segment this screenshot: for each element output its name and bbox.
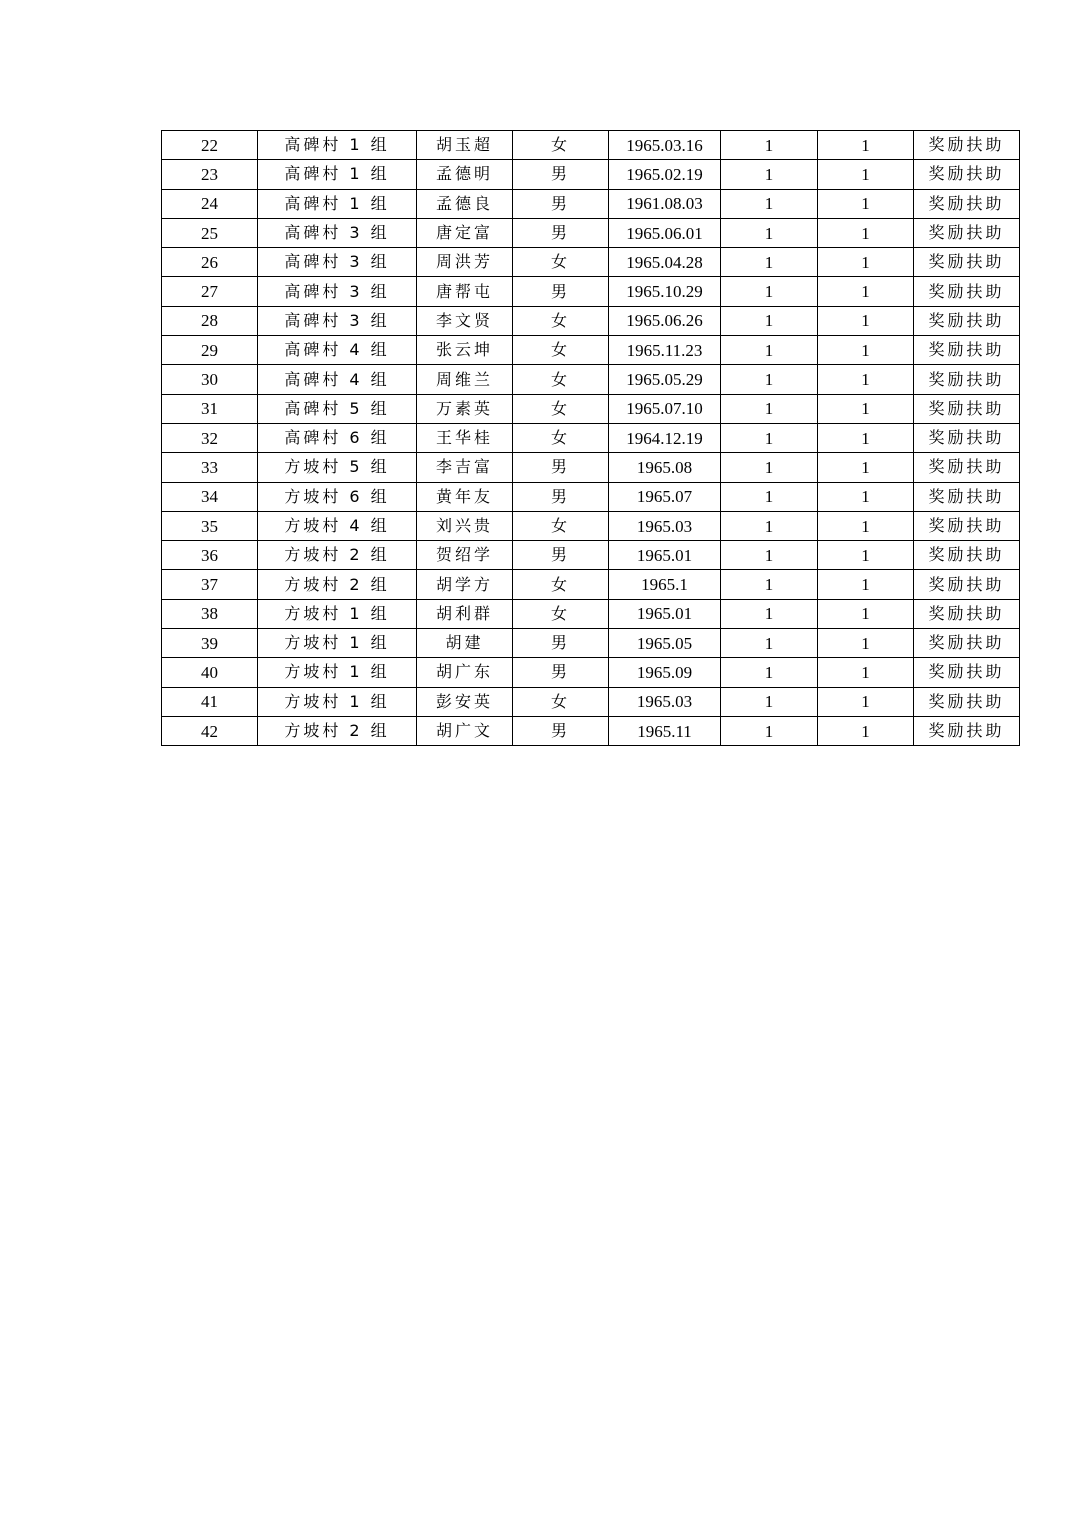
cell-village-group: 方坡村 2 组 bbox=[258, 541, 417, 570]
cell-name: 周洪芳 bbox=[417, 248, 513, 277]
cell-support-type: 奖励扶助 bbox=[914, 658, 1020, 687]
cell-count-a: 1 bbox=[721, 716, 818, 745]
cell-count-a: 1 bbox=[721, 336, 818, 365]
table-row bbox=[162, 716, 1020, 745]
table-row bbox=[162, 570, 1020, 599]
table-row bbox=[162, 218, 1020, 247]
cell-name: 孟德明 bbox=[417, 160, 513, 189]
cell-village-group: 高碑村 1 组 bbox=[258, 189, 417, 218]
cell-village-group: 高碑村 3 组 bbox=[258, 277, 417, 306]
cell-count-a: 1 bbox=[721, 306, 818, 335]
cell-count-a: 1 bbox=[721, 277, 818, 306]
cell-village-group: 高碑村 3 组 bbox=[258, 306, 417, 335]
cell-number: 30 bbox=[162, 365, 258, 394]
cell-birth-date: 1965.01 bbox=[609, 599, 721, 628]
cell-count-b: 1 bbox=[818, 482, 914, 511]
cell-village-group: 方坡村 1 组 bbox=[258, 658, 417, 687]
cell-name: 胡玉超 bbox=[417, 131, 513, 160]
table-row bbox=[162, 394, 1020, 423]
cell-birth-date: 1965.09 bbox=[609, 658, 721, 687]
cell-birth-date: 1965.1 bbox=[609, 570, 721, 599]
cell-birth-date: 1965.04.28 bbox=[609, 248, 721, 277]
cell-count-a: 1 bbox=[721, 218, 818, 247]
cell-count-a: 1 bbox=[721, 629, 818, 658]
cell-birth-date: 1965.03.16 bbox=[609, 131, 721, 160]
cell-gender: 女 bbox=[513, 570, 609, 599]
table-row bbox=[162, 423, 1020, 452]
cell-village-group: 高碑村 4 组 bbox=[258, 365, 417, 394]
cell-birth-date: 1965.07.10 bbox=[609, 394, 721, 423]
cell-support-type: 奖励扶助 bbox=[914, 248, 1020, 277]
cell-village-group: 高碑村 1 组 bbox=[258, 160, 417, 189]
cell-village-group: 方坡村 1 组 bbox=[258, 687, 417, 716]
cell-name: 胡广文 bbox=[417, 716, 513, 745]
cell-name: 胡学方 bbox=[417, 570, 513, 599]
cell-support-type: 奖励扶助 bbox=[914, 599, 1020, 628]
table-body bbox=[162, 131, 1020, 746]
cell-count-a: 1 bbox=[721, 131, 818, 160]
cell-gender: 女 bbox=[513, 423, 609, 452]
cell-gender: 女 bbox=[513, 687, 609, 716]
cell-birth-date: 1961.08.03 bbox=[609, 189, 721, 218]
cell-name: 王华桂 bbox=[417, 423, 513, 452]
cell-name: 唐帮屯 bbox=[417, 277, 513, 306]
table-row bbox=[162, 306, 1020, 335]
cell-village-group: 方坡村 4 组 bbox=[258, 511, 417, 540]
cell-gender: 男 bbox=[513, 482, 609, 511]
cell-village-group: 高碑村 4 组 bbox=[258, 336, 417, 365]
cell-count-b: 1 bbox=[818, 394, 914, 423]
cell-count-b: 1 bbox=[818, 423, 914, 452]
cell-number: 36 bbox=[162, 541, 258, 570]
cell-count-b: 1 bbox=[818, 160, 914, 189]
cell-count-a: 1 bbox=[721, 511, 818, 540]
cell-count-b: 1 bbox=[818, 277, 914, 306]
cell-support-type: 奖励扶助 bbox=[914, 716, 1020, 745]
cell-number: 33 bbox=[162, 453, 258, 482]
cell-support-type: 奖励扶助 bbox=[914, 570, 1020, 599]
cell-name: 彭安英 bbox=[417, 687, 513, 716]
cell-count-b: 1 bbox=[818, 131, 914, 160]
cell-number: 24 bbox=[162, 189, 258, 218]
cell-number: 23 bbox=[162, 160, 258, 189]
cell-count-b: 1 bbox=[818, 365, 914, 394]
cell-name: 唐定富 bbox=[417, 218, 513, 247]
cell-birth-date: 1965.11.23 bbox=[609, 336, 721, 365]
cell-name: 贺绍学 bbox=[417, 541, 513, 570]
cell-birth-date: 1965.01 bbox=[609, 541, 721, 570]
cell-count-b: 1 bbox=[818, 541, 914, 570]
cell-village-group: 方坡村 1 组 bbox=[258, 599, 417, 628]
cell-count-b: 1 bbox=[818, 511, 914, 540]
cell-support-type: 奖励扶助 bbox=[914, 453, 1020, 482]
cell-count-b: 1 bbox=[818, 687, 914, 716]
cell-number: 25 bbox=[162, 218, 258, 247]
cell-gender: 男 bbox=[513, 629, 609, 658]
cell-count-a: 1 bbox=[721, 482, 818, 511]
beneficiary-table bbox=[161, 130, 1020, 746]
cell-support-type: 奖励扶助 bbox=[914, 541, 1020, 570]
cell-gender: 男 bbox=[513, 541, 609, 570]
table-row bbox=[162, 629, 1020, 658]
cell-count-b: 1 bbox=[818, 599, 914, 628]
cell-support-type: 奖励扶助 bbox=[914, 160, 1020, 189]
cell-count-a: 1 bbox=[721, 394, 818, 423]
cell-name: 黄年友 bbox=[417, 482, 513, 511]
table-row bbox=[162, 453, 1020, 482]
cell-gender: 女 bbox=[513, 306, 609, 335]
cell-support-type: 奖励扶助 bbox=[914, 687, 1020, 716]
cell-support-type: 奖励扶助 bbox=[914, 365, 1020, 394]
cell-village-group: 方坡村 2 组 bbox=[258, 716, 417, 745]
cell-birth-date: 1965.02.19 bbox=[609, 160, 721, 189]
cell-count-b: 1 bbox=[818, 306, 914, 335]
cell-birth-date: 1965.06.26 bbox=[609, 306, 721, 335]
cell-gender: 男 bbox=[513, 453, 609, 482]
cell-number: 35 bbox=[162, 511, 258, 540]
table-row bbox=[162, 277, 1020, 306]
cell-village-group: 方坡村 1 组 bbox=[258, 629, 417, 658]
cell-birth-date: 1965.05 bbox=[609, 629, 721, 658]
cell-gender: 女 bbox=[513, 365, 609, 394]
cell-support-type: 奖励扶助 bbox=[914, 218, 1020, 247]
cell-village-group: 高碑村 5 组 bbox=[258, 394, 417, 423]
cell-count-b: 1 bbox=[818, 570, 914, 599]
cell-name: 胡建 bbox=[417, 629, 513, 658]
cell-birth-date: 1965.03 bbox=[609, 687, 721, 716]
cell-number: 22 bbox=[162, 131, 258, 160]
cell-gender: 女 bbox=[513, 131, 609, 160]
cell-gender: 男 bbox=[513, 218, 609, 247]
table-row bbox=[162, 160, 1020, 189]
cell-name: 周维兰 bbox=[417, 365, 513, 394]
cell-name: 胡利群 bbox=[417, 599, 513, 628]
cell-number: 31 bbox=[162, 394, 258, 423]
cell-count-b: 1 bbox=[818, 716, 914, 745]
cell-village-group: 高碑村 3 组 bbox=[258, 218, 417, 247]
cell-gender: 男 bbox=[513, 716, 609, 745]
cell-birth-date: 1965.11 bbox=[609, 716, 721, 745]
cell-count-a: 1 bbox=[721, 570, 818, 599]
cell-count-a: 1 bbox=[721, 248, 818, 277]
cell-village-group: 高碑村 3 组 bbox=[258, 248, 417, 277]
cell-number: 40 bbox=[162, 658, 258, 687]
cell-name: 刘兴贵 bbox=[417, 511, 513, 540]
table-row bbox=[162, 658, 1020, 687]
cell-gender: 女 bbox=[513, 394, 609, 423]
cell-count-a: 1 bbox=[721, 599, 818, 628]
cell-birth-date: 1965.07 bbox=[609, 482, 721, 511]
cell-village-group: 方坡村 5 组 bbox=[258, 453, 417, 482]
cell-count-a: 1 bbox=[721, 541, 818, 570]
table-row bbox=[162, 687, 1020, 716]
table-row bbox=[162, 189, 1020, 218]
cell-name: 胡广东 bbox=[417, 658, 513, 687]
cell-count-a: 1 bbox=[721, 423, 818, 452]
cell-village-group: 高碑村 1 组 bbox=[258, 131, 417, 160]
cell-count-a: 1 bbox=[721, 365, 818, 394]
cell-number: 42 bbox=[162, 716, 258, 745]
cell-support-type: 奖励扶助 bbox=[914, 423, 1020, 452]
cell-support-type: 奖励扶助 bbox=[914, 394, 1020, 423]
cell-gender: 女 bbox=[513, 599, 609, 628]
cell-gender: 女 bbox=[513, 336, 609, 365]
cell-birth-date: 1965.08 bbox=[609, 453, 721, 482]
cell-name: 李文贤 bbox=[417, 306, 513, 335]
cell-number: 29 bbox=[162, 336, 258, 365]
cell-village-group: 高碑村 6 组 bbox=[258, 423, 417, 452]
cell-birth-date: 1965.03 bbox=[609, 511, 721, 540]
cell-name: 李吉富 bbox=[417, 453, 513, 482]
table-row bbox=[162, 482, 1020, 511]
cell-number: 32 bbox=[162, 423, 258, 452]
cell-support-type: 奖励扶助 bbox=[914, 482, 1020, 511]
cell-gender: 男 bbox=[513, 189, 609, 218]
cell-count-b: 1 bbox=[818, 629, 914, 658]
cell-number: 26 bbox=[162, 248, 258, 277]
cell-support-type: 奖励扶助 bbox=[914, 189, 1020, 218]
cell-count-b: 1 bbox=[818, 218, 914, 247]
cell-count-b: 1 bbox=[818, 248, 914, 277]
cell-support-type: 奖励扶助 bbox=[914, 511, 1020, 540]
table-row bbox=[162, 131, 1020, 160]
cell-support-type: 奖励扶助 bbox=[914, 131, 1020, 160]
cell-village-group: 方坡村 6 组 bbox=[258, 482, 417, 511]
cell-birth-date: 1964.12.19 bbox=[609, 423, 721, 452]
cell-count-a: 1 bbox=[721, 160, 818, 189]
cell-count-a: 1 bbox=[721, 658, 818, 687]
cell-support-type: 奖励扶助 bbox=[914, 336, 1020, 365]
cell-gender: 女 bbox=[513, 511, 609, 540]
table-row bbox=[162, 336, 1020, 365]
cell-count-b: 1 bbox=[818, 336, 914, 365]
cell-village-group: 方坡村 2 组 bbox=[258, 570, 417, 599]
cell-number: 38 bbox=[162, 599, 258, 628]
cell-count-b: 1 bbox=[818, 453, 914, 482]
cell-birth-date: 1965.06.01 bbox=[609, 218, 721, 247]
cell-support-type: 奖励扶助 bbox=[914, 277, 1020, 306]
cell-name: 张云坤 bbox=[417, 336, 513, 365]
cell-number: 39 bbox=[162, 629, 258, 658]
cell-number: 37 bbox=[162, 570, 258, 599]
document-page bbox=[161, 130, 1020, 746]
table-row bbox=[162, 511, 1020, 540]
cell-name: 孟德良 bbox=[417, 189, 513, 218]
cell-support-type: 奖励扶助 bbox=[914, 629, 1020, 658]
table-row bbox=[162, 541, 1020, 570]
cell-number: 28 bbox=[162, 306, 258, 335]
cell-gender: 男 bbox=[513, 277, 609, 306]
cell-count-a: 1 bbox=[721, 687, 818, 716]
cell-gender: 男 bbox=[513, 658, 609, 687]
cell-number: 41 bbox=[162, 687, 258, 716]
cell-count-a: 1 bbox=[721, 453, 818, 482]
cell-birth-date: 1965.10.29 bbox=[609, 277, 721, 306]
cell-gender: 女 bbox=[513, 248, 609, 277]
cell-support-type: 奖励扶助 bbox=[914, 306, 1020, 335]
cell-count-b: 1 bbox=[818, 658, 914, 687]
cell-birth-date: 1965.05.29 bbox=[609, 365, 721, 394]
cell-number: 27 bbox=[162, 277, 258, 306]
cell-number: 34 bbox=[162, 482, 258, 511]
cell-gender: 男 bbox=[513, 160, 609, 189]
cell-count-a: 1 bbox=[721, 189, 818, 218]
table-row bbox=[162, 248, 1020, 277]
table-row bbox=[162, 365, 1020, 394]
table-row bbox=[162, 599, 1020, 628]
cell-name: 万素英 bbox=[417, 394, 513, 423]
cell-count-b: 1 bbox=[818, 189, 914, 218]
